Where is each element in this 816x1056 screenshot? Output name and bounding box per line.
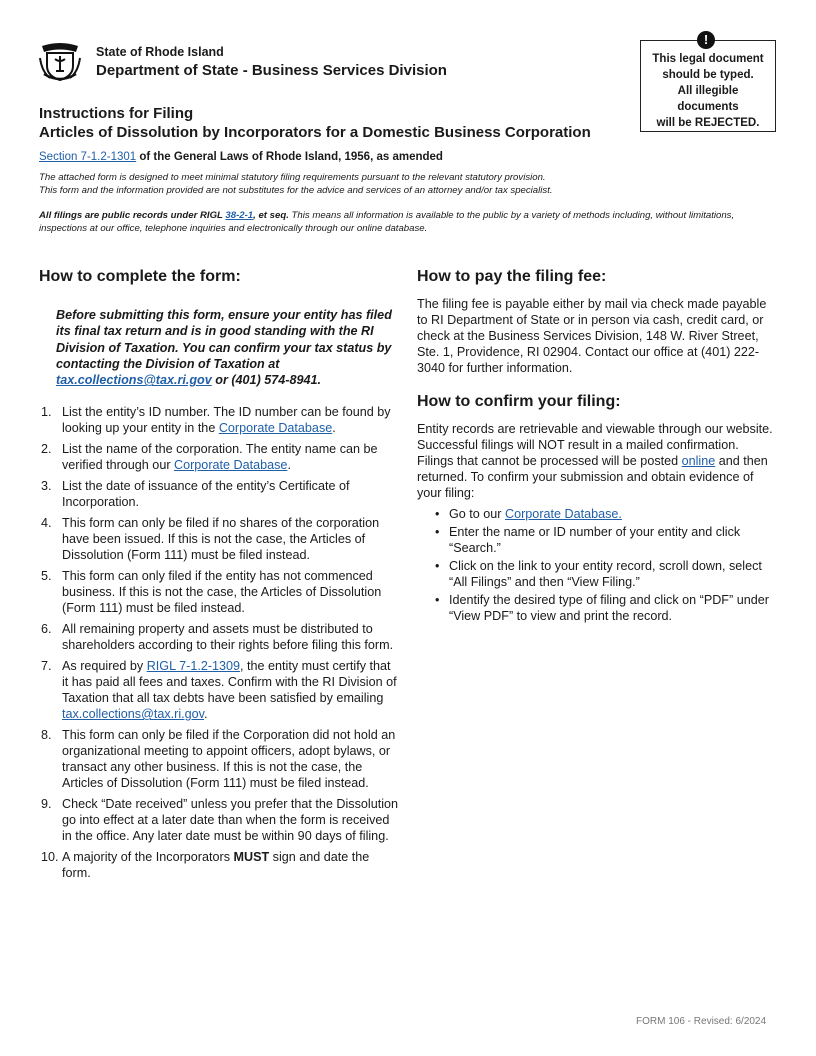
confirm-instructions: Entity records are retrievable and viewable through our website. Successful filings will NOT result in a mailed confirmation. Filings that cannot be processed will be posted online and then returned. To confirm your submission and obtain evidence of your filing:: [417, 422, 773, 500]
public-records-notice: All filings are public records under RIGL 38-2-1, et seq. This means all information is available to the public by a variety of methods including, without limitations, inspections at our office, telephone inquiries and electronically through our online database.: [39, 210, 735, 234]
corporate-database-link[interactable]: Corporate Database: [218, 421, 333, 435]
list-item: • Enter the name or ID number of your entity and click “Search.”: [435, 525, 741, 555]
list-item: • Click on the link to your entity record, scroll down, select “All Filings” and then “View Filing.”: [435, 559, 762, 589]
list-item: 8. This form can only be filed if the Corporation did not hold an organizational meeting to appoint officers, adopt bylaws, or transact any other business. If this is not the case, the Articles of Dissolution (Form 111) must be filed instead.: [41, 728, 396, 790]
tax-collections-email-link[interactable]: tax.collections@tax.ri.gov: [62, 707, 205, 721]
exclamation-icon: !: [697, 31, 715, 49]
tax-status-note: Before submitting this form, ensure your entity has filed its final tax return and is in good standing with the RI Division of Taxation. You can confirm your tax status by contacting the Division of Taxation at tax.collections@tax.ri.gov or (401) 574-8941.: [56, 308, 392, 388]
page-title-line-2: Articles of Dissolution by Incorporators for a Domestic Business Corporation: [39, 124, 591, 141]
statute-reference: Section 7-1.2-1301 of the General Laws of Rhode Island, 1956, as amended: [39, 151, 443, 163]
rhode-island-seal-icon: [38, 38, 82, 82]
list-item: 10. A majority of the Incorporators MUST sign and date the form.: [41, 850, 370, 880]
list-item: • Go to our Corporate Database.: [435, 507, 622, 521]
list-item: 1. List the entity’s ID number. The ID number can be found by looking up your entity in the Corporate Database.: [41, 405, 391, 435]
page-title-line-1: Instructions for Filing: [39, 105, 194, 122]
tax-collections-email-link[interactable]: tax.collections@tax.ri.gov: [56, 373, 212, 388]
confirm-steps: [417, 506, 777, 626]
warning-line: documents: [677, 101, 739, 113]
rigl-7-1-2-1309-link[interactable]: RIGL 7-1.2-1309: [146, 659, 241, 673]
list-item: 4. This form can only be filed if no shares of the corporation have been issued. If this is not the case, the Articles of Dissolution (Form 111) must be filed instead.: [41, 516, 380, 562]
online-link[interactable]: online: [681, 454, 716, 468]
list-item: 5. This form can only filed if the entity has not commenced business. If this is not the case, the Articles of Dissolution (Form 111) must be filed instead.: [41, 569, 382, 615]
pay-instructions: The filing fee is payable either by mail via check made payable to RI Department of State or in person via cash, credit card, or check at the Business Services Division, 148 W. River Street, Ste. 1, Providence, RI 02904. Contact our office at (401) 222-3040 for further information.: [417, 297, 767, 375]
how-to-pay-heading: How to pay the filing fee:: [417, 268, 607, 285]
rigl-38-2-1-link[interactable]: 38-2-1: [225, 210, 254, 221]
list-item: 2. List the name of the corporation. The entity name can be verified through our Corporate Database.: [41, 442, 378, 472]
disclaimer: The attached form is designed to meet minimal statutory filing requirements pursuant to the relevant statutory provision. This form and the information provided are not substitutes for the advice and services of an attorney and/or tax specialist.: [39, 172, 553, 196]
typed-document-warning-box: [640, 40, 776, 132]
list-item: 6. All remaining property and assets must be distributed to shareholders according to their rights before filing this form.: [41, 622, 394, 652]
state-name: State of Rhode Island: [96, 45, 224, 59]
list-item: • Identify the desired type of filing and click on “PDF” under “View PDF” to view and print the record.: [435, 593, 769, 623]
list-item: 7. As required by RIGL 7-1.2-1309, the entity must certify that it has paid all fees and taxes. Confirm with the RI Division of Taxation that all tax debts have been satisfied by emailing tax.collections@tax.ri.gov.: [41, 659, 397, 721]
how-to-confirm-heading: How to confirm your filing:: [417, 393, 621, 410]
department-name: Department of State - Business Services Division: [96, 62, 447, 79]
corporate-database-link[interactable]: Corporate Database.: [505, 507, 622, 521]
instruction-steps: [39, 404, 399, 886]
warning-line: will be REJECTED.: [656, 117, 760, 129]
warning-line: All illegible: [677, 85, 739, 97]
warning-line: should be typed.: [662, 69, 754, 81]
corporate-database-link[interactable]: Corporate Database: [174, 458, 288, 472]
how-to-complete-heading: How to complete the form:: [39, 268, 241, 285]
warning-line: This legal document: [652, 53, 764, 65]
list-item: 9. Check “Date received” unless you prefer that the Dissolution go into effect at a later date than when the form is received in the office. Any later date must be within 90 days of filing.: [41, 797, 398, 843]
list-item: 3. List the date of issuance of the entity’s Certificate of Incorporation.: [41, 479, 350, 509]
section-link[interactable]: Section 7-1.2-1301: [39, 151, 137, 163]
form-revision-footer: FORM 106 - Revised: 6/2024: [636, 1016, 767, 1027]
